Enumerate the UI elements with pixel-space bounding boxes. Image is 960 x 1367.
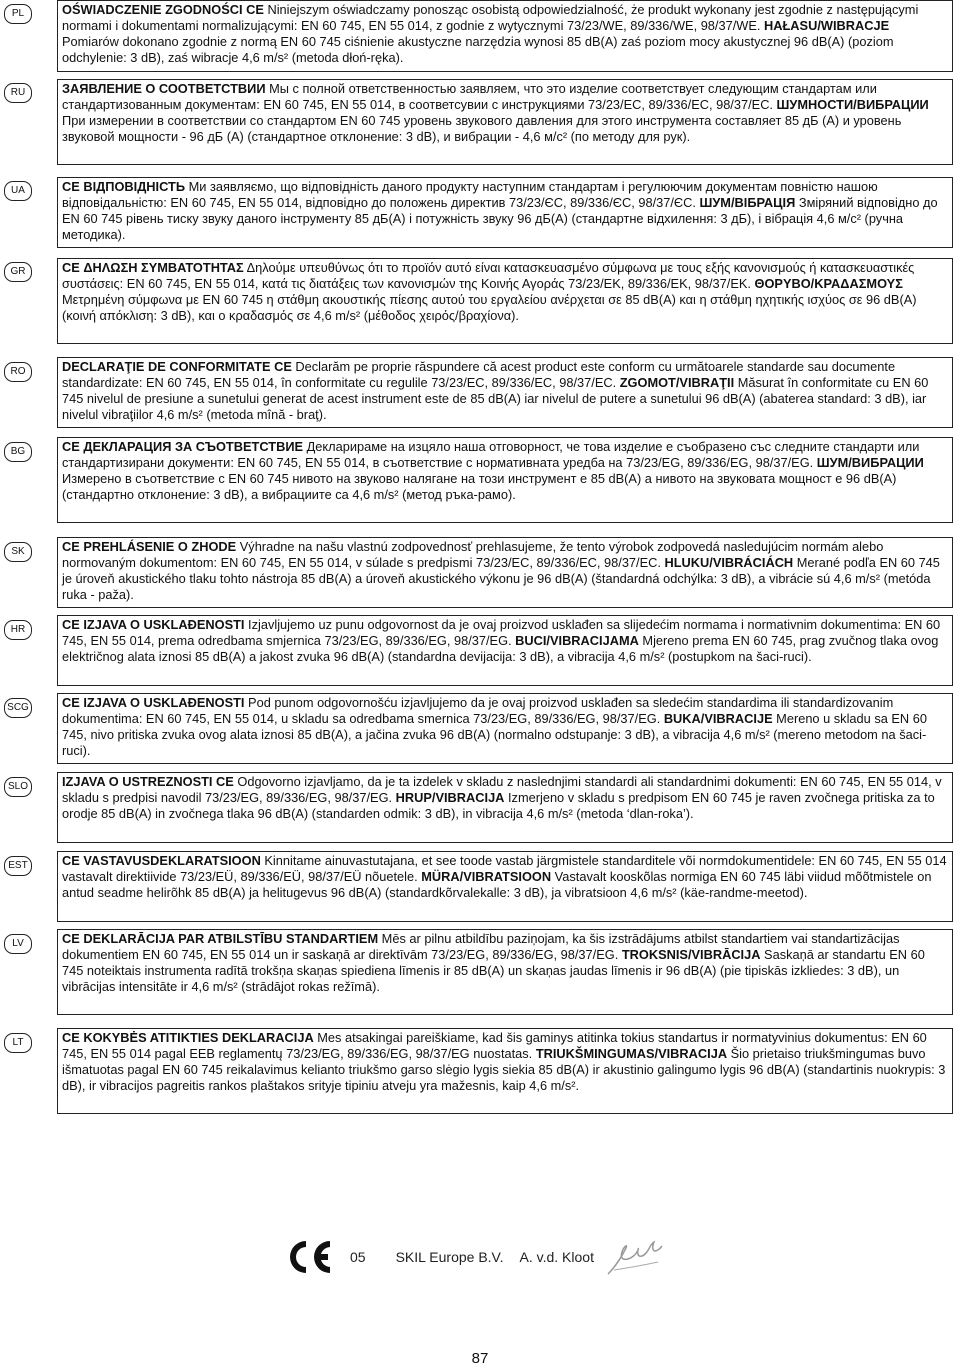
declaration-sk	[57, 537, 953, 608]
title: CE ДЕКЛАРАЦИЯ ЗА СЪОТВЕТСТВИЕ	[62, 439, 304, 454]
title: CE DEKLARĀCIJA PAR ATBILSTĪBU STANDARTIEM	[62, 931, 379, 946]
badge-ro: RO	[4, 362, 32, 382]
body2: Izmerjeno v skladu s predpisom EN 60 745 je raven zvočnega pritiska za to orodje 85 dB(A) in zvočnega tlaka 96 dB(A) (standarden odmik: 3 dB), in vibracija 4,6 m/s² (metoda ‘dlan-roka’).	[62, 790, 935, 821]
badge-scg: SCG	[4, 698, 32, 718]
body: Výhradne na našu vlastnú zodpovednosť prehlasujeme, že tento výrobok zodpovedá nasledujúcim normám alebo normovaným dokumentom: EN 60 745, EN 55 014, v súlade s predpismi 73/23/EC, 89/336/EC, 98/37/EC.	[62, 539, 884, 570]
body: Δηλούμε υπευθύνως ότι το προϊόν αυτό είναι κατασκευασμένο σύμφωνα με τους εξής κανονισμούς ή κατασκευαστικές συστάσεις: EN 60 745, EN 55 014, κατά τις διατάξεις των κανονισμών της Κοινής Αγοράς 73/23/EK, 89/336/EK, 98/37/EK.	[62, 260, 915, 291]
body2: Μετρημένη σύμφωνα με EN 60 745 η στάθμη ακουστικής πίεσης αυτού του εργαλείου ανέρχεται σε 85 dB(A) και η στάθμη ηχητικής ισχύος σε 96 dB(A) (κοινή απόκλιση: 3 dB), και ο κραδασμός σε 4,6 m/s² (μέθοδος χειρός/βραχίονα).	[62, 292, 917, 323]
declaration-ua	[57, 177, 953, 248]
title: CE IZJAVA O USKLAĐENOSTI	[62, 695, 245, 710]
title2: ΘΟΡΥΒΟ/ΚΡΑΔΑΣΜΟΥΣ	[754, 276, 903, 291]
title2: TRIUKŠMINGUMAS/VIBRACIJA	[535, 1046, 728, 1061]
body2: Vastavalt kooskõlas normiga EN 60 745 läbi viidud mõõtmistele on antud seadme helirõhk 85 dB(A) ja helitugevus 96 dB(A) (standardkõrvalekalle: 3 dB), ja vibratsioon 4,6 m/s² (käe-randme-meetod).	[62, 869, 932, 900]
body2: Зміряний відповідно до EN 60 745 рівень тиску звуку даного інструменту 85 дБ(A) і потужність звуку 96 дБ(A) (стандартне відхилення: 3 дБ), і вібрація 4,6 м/с² (ручна методика).	[62, 195, 938, 242]
title2: HLUKU/VIBRÁCIÁCH	[664, 555, 794, 570]
badge-ua: UA	[4, 181, 32, 201]
title2: BUKA/VIBRACIJE	[663, 711, 773, 726]
title2: ШУМ/ВИБРАЦИИ	[816, 455, 924, 470]
declaration-scg	[57, 693, 953, 764]
declaration-gr	[57, 258, 953, 344]
title2: HRUP/VIBRACIJA	[395, 790, 505, 805]
title: CE KOKYBĖS ATITIKTIES DEKLARACIJA	[62, 1030, 314, 1045]
body2: Mereno u skladu sa EN 60 745, nivo pritiska zvuka ovog alata iznosi 85 dB(A), a jačina zvuka 96 dB(A) (normalno odstupanje: 3 dB), a vibracija 4,6 m/s² (mereno metodom na šaci-ruci).	[62, 711, 927, 758]
body2: Mjereno prema EN 60 745, prag zvučnog tlaka ovog električnog alata iznosi 85 dB(A) a jakost zvuka 96 dB(A) (standardna devijacija: 3 dB), a vibracija 4,6 m/s² (postupkom na šaci-ruci).	[62, 633, 939, 664]
title2: ШУМ/ВІБРАЦІЯ	[699, 195, 796, 210]
badge-lv: LV	[4, 934, 32, 954]
title2: ZGOMOT/VIBRAŢII	[619, 375, 735, 390]
page-number: 87	[471, 1350, 489, 1367]
declaration-lv	[57, 929, 953, 1015]
signer-name: A. v.d. Kloot	[519, 1249, 594, 1265]
body: Odgovorno izjavljamo, da je ta izdelek v skladu z naslednjimi standardi ali standardnimi dokumenti: EN 60 745, EN 55 014, v skladu s predpisi navodil 73/23/EG, 89/336/EG, 98/37/EG.	[62, 774, 942, 805]
body: Pod punom odgovornošću izjavljujemo da je ovaj proizvod usklađen sa sledećim standardima ili standardizovanim dokumentima: EN 60 745, EN 55 014, u skladu sa odredbama smernica 73/23/EG, 89/336/EG, 98/37/EG.	[62, 695, 894, 726]
title2: BUCI/VIBRACIJAMA	[515, 633, 639, 648]
title: CE ВІДПОВІДНІСТЬ	[62, 179, 186, 194]
title: ЗАЯВЛЕНИЕ О СООТВЕТСТВИИ	[62, 81, 266, 96]
body: Mēs ar pilnu atbildību paziņojam, ka šis izstrādājums atbilst standartiem vai standartizācijas dokumentiem EN 60 745, EN 55 014 un ir saskaņā ar direktīvām 73/23/EG, 89/336/EG, 98/37/EG.	[62, 931, 900, 962]
title: IZJAVA O USTREZNOSTI CE	[62, 774, 234, 789]
declaration-est	[57, 851, 953, 922]
ce-mark-icon	[286, 1238, 336, 1276]
body2: Măsurat în conformitate cu EN 60 745 nivelul de presiune a sunetului generat de acest instrument este de 85 dB(A) iar nivelul de putere a sunetului 96 dB(A) (abaterea standard: 3 dB), iar nivelul vibraţiilor 4,6 m/s² (metoda mînă - braţ).	[62, 375, 929, 422]
badge-sk: SK	[4, 542, 32, 562]
body: Izjavljujemo uz punu odgovornost da je ovaj proizvod usklađen sa slijedećim normama i normativnim dokumentima: EN 60 745, EN 55 014, prema odredbama smjernica 73/23/EG, 89/336/EG, 98/37/EG.	[62, 617, 941, 648]
declaration-pl	[57, 0, 953, 72]
body: Declarăm pe proprie răspundere că acest product este conform cu următoarele standarde sau documente standardizate: EN 60 745, EN 55 014, în conformitate cu regulile 73/23/EC, 89/336/EC, 98/37/EC.	[62, 359, 896, 390]
declaration-bg	[57, 437, 953, 523]
title: CE IZJAVA O USKLAĐENOSTI	[62, 617, 245, 632]
badge-est: EST	[4, 856, 32, 876]
footer	[286, 1236, 668, 1278]
signature-icon	[604, 1236, 668, 1278]
badge-lt: LT	[4, 1033, 32, 1053]
title2: HAŁASU/WIBRACJE	[764, 18, 890, 33]
body2: Pomiarów dokonano zgodnie z normą EN 60 745 ciśnienie akustyczne narzędzia wynosi 85 dB(A) zaś poziom mocy akustycznej 96 dB(A) (poziom odchylenie: 3 dB), zaś wibracje 4,6 m/s² (metoda dłoń-ręka).	[62, 34, 894, 65]
title: CE PREHLÁSENIE O ZHODE	[62, 539, 237, 554]
body: Ми заявляємо, що відповідність даного продукту наступним стандартам і регулюючим документам повністю нашою відповідальністю: EN 60 745, EN 55 014, відповідно до положень директив 73/23/ЄC, 89/336/ЄC, 98/37/ЄC.	[62, 179, 878, 210]
company-name: SKIL Europe B.V.	[395, 1249, 504, 1265]
title2: MÜRA/VIBRATSIOON	[421, 869, 552, 884]
badge-pl: PL	[4, 4, 32, 24]
body2: Merané podľa EN 60 745 je úroveň akustického tlaku tohto nástroja 85 dB(A) a úroveň akustického výkonu je 96 dB(A) (štandardná odchýlka: 3 dB), a vibrácie sú 4,6 m/s² (metóda ruka - paža).	[62, 555, 940, 602]
body: Niniejszym oświadczamy ponosząc osobistą odpowiedzialność, że produkt wykonany jest zgodnie z następującymi normami i dokumentami normalizującymi: EN 60 745, EN 55 014, z godnie z wytycznymi 73/23/WE, 89/336/WE, 98/37/WE.	[62, 2, 919, 33]
declaration-slo	[57, 772, 953, 843]
body: Декларираме на изцяло наша отговорност, че това изделие е съобразено със следните стандарти или стандартизирани документи: EN 60 745, EN 55 014, в съответствие с нормативната уредба на 73/23/EG, 89/336/EG, 98/37/EG.	[62, 439, 920, 470]
badge-hr: HR	[4, 620, 32, 640]
body: Мы с полной ответственностью заявляем, что это изделие соответствует следующим стандартам или стандартизованным документам: EN 60 745, EN 55 014, в соответсувии с инструкциями 73/23/EC, 89/336/EC, 98/37/EC.	[62, 81, 877, 112]
title2: ШУМНОСТИ/ВИБРАЦИИ	[776, 97, 929, 112]
badge-bg: BG	[4, 442, 32, 462]
badge-ru: RU	[4, 83, 32, 103]
declaration-lt	[57, 1028, 953, 1114]
title: OŚWIADCZENIE ZGODNOŚCI CE	[62, 2, 264, 17]
declaration-ro	[57, 357, 953, 428]
title2: TROKSNIS/VIBRĀCIJA	[621, 947, 761, 962]
body: Mes atsakingai pareiškiame, kad šis gaminys atitinka tokius standartus ir normatyvinius dokumentus: EN 60 745, EN 55 014 pagal EEB reglamentų 73/23/EG, 89/336/EG, 98/37/EG nuostatas.	[62, 1030, 927, 1061]
title: DECLARAŢIE DE CONFORMITATE CE	[62, 359, 292, 374]
body2: Šio prietaiso triukšmingumas buvo išmatuotas pagal EN 60 745 reikalavimus kelianto triukšmo garso slėgio lygis siekia 85 dB(A) ir akustinio galingumo lygis 96 dB(A) (standartinis nuokrypis: 3 dB), ir vibracijos pagreitis rankos plaštakos srityje tipiniu atveju yra mažesnis, kaip 4,6 m/s².	[62, 1046, 946, 1093]
title: CE VASTAVUSDEKLARATSIOON	[62, 853, 261, 868]
body2: Saskaņā ar standartu EN 60 745 noteiktais instrumenta radītā trokšņa skaņas spiediena līmenis ir 85 dB(A) un skaņas jaudas līmenis ir 96 dB(A) (pie tipiskās izkliedes: 3 dB), un vibrācijas intensitāte ir 4,6 m/s² (strādājot rokas režīmā).	[62, 947, 925, 994]
badge-slo: SLO	[4, 777, 32, 797]
body: Kinnitame ainuvastutajana, et see toode vastab järgmistele standarditele või normdokumentidele: EN 60 745, EN 55 014 vastavalt direktiivide 73/23/EÜ, 89/336/EÜ, 98/37/EÜ nõuetele.	[62, 853, 947, 884]
ce-notified-number: 05	[350, 1249, 366, 1265]
declaration-ru	[57, 79, 953, 165]
body2: При измерении в соответствии со стандартом EN 60 745 уровень звукового давления для этого инструмента составляет 85 дБ (A) и уровень звуковой мощности - 96 дБ (A) (стандартное отклонение: 3 dB), и вибрации - 4,6 м/с² (по методу для рук).	[62, 113, 902, 144]
badge-gr: GR	[4, 262, 32, 282]
title: CE ΔΗΛΩΣΗ ΣΥΜΒΑΤΟΤΗΤΑΣ	[62, 260, 244, 275]
declaration-hr	[57, 615, 953, 686]
body2: Измерено в съответствие с EN 60 745 нивото на звуково налягане на този инструмент е 85 dB(A) а нивото на звуковата мощност е 96 dB(A) (стандартно отклонение: 3 dB), а вибрациите са 4,6 m/s² (метод ръка-рамо).	[62, 471, 897, 502]
